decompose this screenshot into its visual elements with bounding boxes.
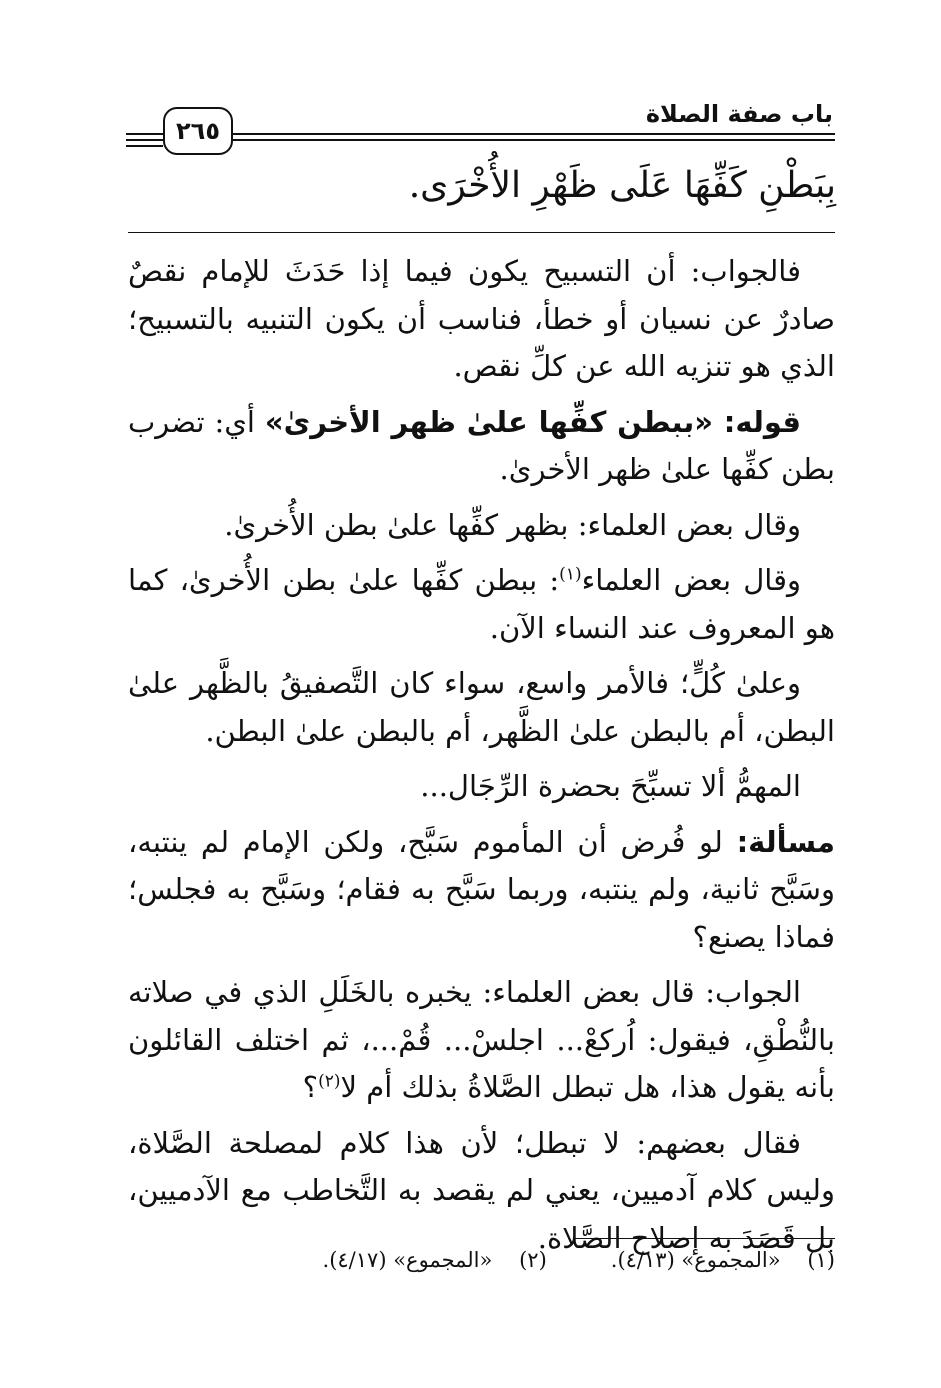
verse-separator bbox=[128, 232, 835, 233]
body-text bbox=[128, 248, 835, 1270]
footnote bbox=[611, 1248, 835, 1272]
paragraph bbox=[128, 399, 835, 494]
header-rule-right-top bbox=[229, 133, 835, 135]
page-number bbox=[163, 107, 233, 155]
paragraph-text: أي: تضرب بطن كفِّها علىٰ ظهر الأخرىٰ. bbox=[128, 404, 835, 486]
footnote-separator bbox=[573, 1238, 835, 1239]
header-rule-left-third bbox=[126, 145, 163, 147]
paragraph-text: ؟ bbox=[302, 1070, 319, 1104]
footnote-text: «المجموع» (٤/١٣). bbox=[610, 1248, 781, 1272]
paragraph-text: : ببطن كفِّها علىٰ بطن الأُخرىٰ، كما هو المعروف عند النساء الآن. bbox=[128, 563, 835, 645]
paragraph-text: فقال بعضهم: لا تبطل؛ لأن هذا كلام لمصلحة الصَّلاة، وليس كلام آدميين، يعني لم يقصد به التَّخاطب مع الآدميين، بل قَصَدَ به إصلاح الصَّلاة. bbox=[128, 1125, 835, 1255]
paragraph bbox=[128, 763, 835, 811]
paragraph-text: المهمُّ ألا تسبِّحَ بحضرة الرِّجَال... bbox=[420, 769, 801, 803]
chapter-title: باب صفة الصلاة bbox=[645, 100, 833, 128]
quote-label: قوله: «ببطن كفِّها علىٰ ظهر الأخرىٰ» bbox=[264, 404, 802, 439]
footnote-ref: (٢) bbox=[318, 1071, 341, 1092]
footnote-number: (١) bbox=[807, 1248, 835, 1272]
paragraph bbox=[128, 557, 835, 652]
paragraph bbox=[128, 502, 835, 550]
verse-text: بِبَطْنِ كَفِّهَا عَلَى ظَهْرِ الأُخْرَى. bbox=[408, 165, 836, 206]
paragraph-text: وقال بعض العلماء: بظهر كفِّها علىٰ بطن الأُخرىٰ. bbox=[224, 507, 801, 542]
page-number-text: ٢٦٥ bbox=[176, 117, 220, 145]
paragraph bbox=[128, 969, 835, 1112]
paragraph-text: فالجواب: أن التسبيح يكون فيما إذا حَدَثَ للإمام نقصٌ صادرٌ عن نسيان أو خطأ، فناسب أن يكون التنبيه بالتسبيح؛ الذي هو تنزيه الله عن كلِّ نقص. bbox=[128, 254, 835, 383]
footnote-number: (٢) bbox=[519, 1248, 547, 1272]
footnote-text: «المجموع» (٤/١٧). bbox=[322, 1248, 493, 1272]
paragraph-text: الجواب: قال بعض العلماء: يخبره بالخَلَلِ الذي في صلاته بالنُّطْقِ، فيقول: اُركعْ... اجلسْ... قُمْ...، ثم اختلف القائلون بأنه يقول هذا، هل تبطل الصَّلاةُ بذلك أم لا bbox=[128, 975, 835, 1104]
issue-label: مسألة: bbox=[736, 824, 835, 859]
footnote bbox=[323, 1248, 547, 1272]
paragraph bbox=[128, 660, 835, 755]
footnotes bbox=[323, 1248, 835, 1272]
paragraph bbox=[128, 819, 835, 962]
paragraph-text: وقال بعض العلماء bbox=[581, 563, 801, 597]
paragraph bbox=[128, 1120, 835, 1263]
header-rule-left-bottom bbox=[126, 139, 163, 141]
paragraph-text: لو فُرض أن المأموم سَبَّح، ولكن الإمام لم ينتبه، وسَبَّح ثانية، ولم ينتبه، وربما سَبَّح به فقام؛ وسَبَّح به فجلس؛ فماذا يصنع؟ bbox=[128, 824, 835, 954]
header-rule-right-bottom bbox=[229, 139, 835, 141]
paragraph bbox=[128, 248, 835, 391]
footnote-ref: (١) bbox=[559, 564, 582, 585]
header-rule-left-top bbox=[126, 133, 163, 135]
paragraph-text: وعلىٰ كُلٍّ؛ فالأمر واسع، سواء كان التَّصفيقُ بالظَّهر علىٰ البطن، أم بالبطن علىٰ الظَّهر، أم بالبطن علىٰ البطن. bbox=[128, 666, 835, 748]
